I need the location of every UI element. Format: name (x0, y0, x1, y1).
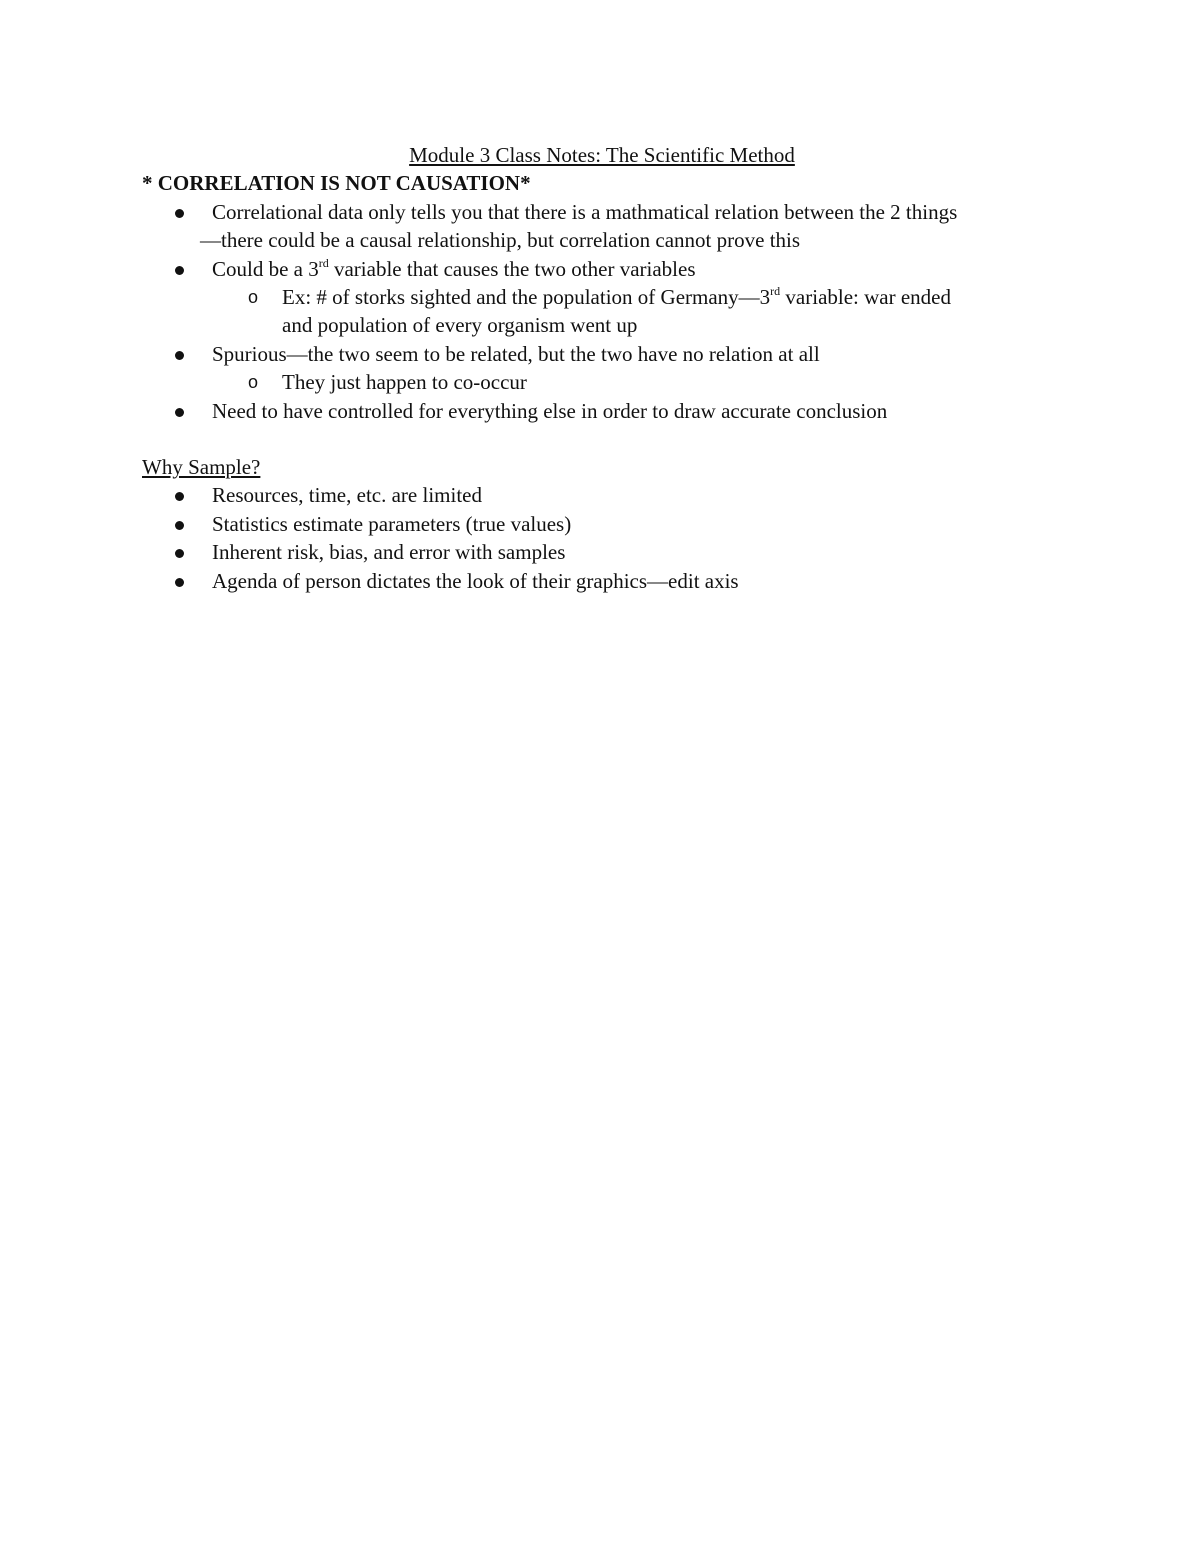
list-item (142, 567, 1062, 595)
list-item-text: Resources, time, etc. are limited (212, 483, 482, 508)
bullet-icon (175, 492, 184, 501)
list-item (142, 397, 1062, 425)
list-item-text: Inherent risk, bias, and error with samples (212, 540, 566, 565)
list-item-text: Agenda of person dictates the look of their graphics—edit axis (212, 568, 739, 593)
document-body (142, 141, 1062, 595)
bullet-icon (175, 351, 184, 360)
bullet-icon (175, 549, 184, 558)
list-item-text: Could be a 3 (212, 256, 319, 281)
key-point-heading: * CORRELATION IS NOT CAUSATION* (142, 171, 531, 196)
list-item-line: —there could be a causal relationship, but correlation cannot prove this (200, 228, 801, 253)
sub-list-item (142, 283, 1062, 340)
list-item-text: They just happen to co-occur (282, 370, 527, 395)
list-item-text: variable that causes the two other variables (328, 256, 696, 281)
sub-list-item (142, 368, 1062, 396)
correlation-list (142, 198, 1062, 425)
list-item-line: Correlational data only tells you that there is a mathmatical relation between the 2 things (212, 199, 958, 224)
bullet-icon (175, 521, 184, 530)
page-title: Module 3 Class Notes: The Scientific Method (409, 143, 795, 167)
list-item-text: variable: war ended (780, 285, 952, 310)
list-item-text: Need to have controlled for everything else in order to draw accurate conclusion (212, 398, 888, 423)
list-item (142, 340, 1062, 368)
list-item (142, 481, 1062, 509)
list-item (142, 510, 1062, 538)
section-heading: Why Sample? (142, 455, 261, 480)
bullet-icon (175, 266, 184, 275)
circle-bullet-icon: o (248, 287, 259, 308)
superscript: rd (318, 255, 329, 270)
list-item-text: Spurious—the two seem to be related, but the two have no relation at all (212, 341, 820, 366)
sample-list (142, 481, 1062, 595)
circle-bullet-icon: o (248, 372, 259, 393)
list-item (142, 538, 1062, 566)
list-item-text: Statistics estimate parameters (true values) (212, 511, 572, 536)
list-item-line: and population of every organism went up (282, 313, 638, 338)
list-item (142, 255, 1062, 283)
bullet-icon (175, 578, 184, 587)
list-item (142, 198, 1062, 255)
bullet-icon (175, 209, 184, 218)
list-item-text: Ex: # of storks sighted and the population of Germany—3 (282, 285, 771, 310)
superscript: rd (770, 284, 781, 299)
bullet-icon (175, 408, 184, 417)
